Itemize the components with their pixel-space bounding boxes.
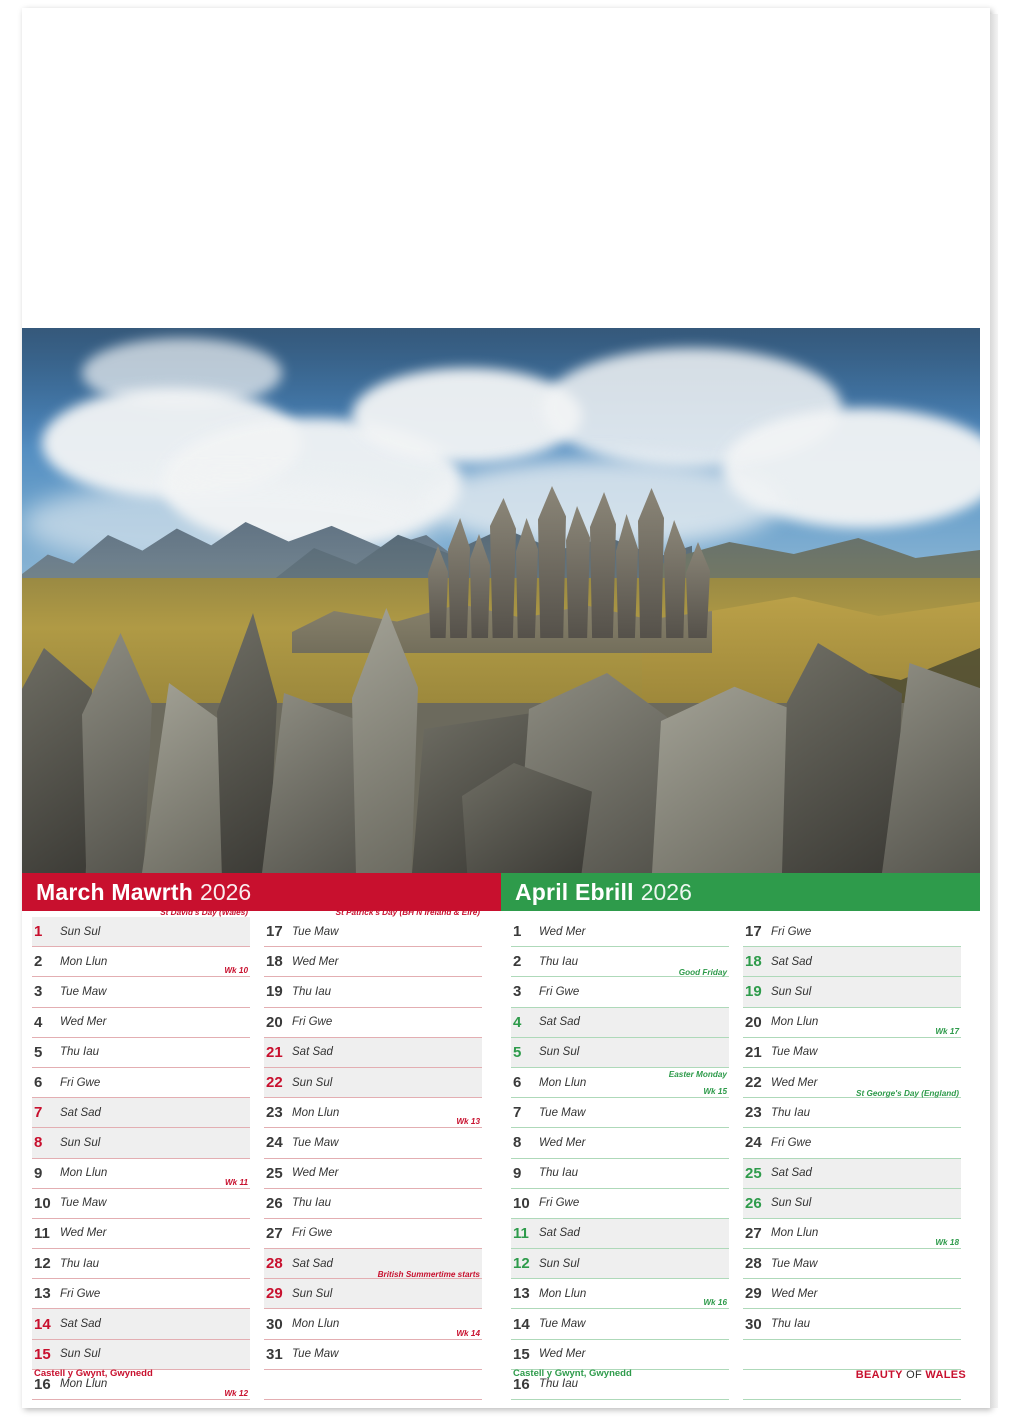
day-note: Good Friday xyxy=(678,968,727,978)
day-number: 31 xyxy=(266,1345,283,1363)
day-row[interactable] xyxy=(511,1249,729,1279)
day-row[interactable] xyxy=(743,1189,961,1219)
week-number: Wk 12 xyxy=(224,1389,248,1398)
day-row[interactable] xyxy=(32,977,250,1007)
day-note: St David's Day (Wales) xyxy=(160,908,248,917)
day-number: 8 xyxy=(34,1134,43,1152)
day-number: 24 xyxy=(745,1134,762,1152)
day-number: 10 xyxy=(513,1194,530,1212)
day-row[interactable] xyxy=(511,1008,729,1038)
brand-part-2: OF xyxy=(902,1369,926,1381)
day-number: 29 xyxy=(745,1285,762,1303)
day-note: St George's Day (England) xyxy=(856,1089,959,1099)
day-row[interactable] xyxy=(511,1309,729,1339)
brand-logo xyxy=(856,1369,966,1381)
day-row[interactable] xyxy=(32,1068,250,1098)
day-name: Sat Sad xyxy=(292,1046,333,1059)
day-number: 1 xyxy=(513,923,522,941)
day-name: Sat Sad xyxy=(539,1016,580,1029)
day-number: 3 xyxy=(513,983,522,1001)
day-row[interactable] xyxy=(511,1340,729,1370)
day-name: Mon Llun xyxy=(292,1318,340,1331)
day-row[interactable] xyxy=(264,908,482,947)
day-name: Sun Sul xyxy=(771,985,812,998)
day-number: 15 xyxy=(34,1345,51,1363)
day-number: 28 xyxy=(266,1255,283,1273)
day-name: Wed Mer xyxy=(539,1348,586,1361)
day-row[interactable] xyxy=(264,1038,482,1068)
day-name: Fri Gwe xyxy=(60,1076,101,1089)
day-name: Sun Sul xyxy=(539,1046,580,1059)
day-number: 14 xyxy=(34,1315,51,1333)
day-name: Tue Maw xyxy=(771,1257,818,1270)
day-row[interactable] xyxy=(32,1038,250,1068)
day-row[interactable] xyxy=(264,1159,482,1189)
week-number: Wk 10 xyxy=(224,966,248,976)
brand-part-3: WALES xyxy=(925,1369,966,1381)
day-number: 18 xyxy=(745,953,762,971)
day-row[interactable] xyxy=(264,1340,482,1370)
day-number: 8 xyxy=(513,1134,522,1152)
day-number: 19 xyxy=(266,983,283,1001)
day-row[interactable] xyxy=(32,1098,250,1128)
day-row[interactable] xyxy=(511,1128,729,1158)
day-row[interactable] xyxy=(264,1219,482,1249)
day-number: 17 xyxy=(266,923,283,941)
day-row[interactable] xyxy=(264,1128,482,1158)
day-name: Thu Iau xyxy=(292,1197,331,1210)
day-name: Tue Maw xyxy=(292,1348,339,1361)
day-name: Sat Sad xyxy=(771,955,812,968)
month-header-march xyxy=(22,873,501,911)
day-name: Mon Llun xyxy=(539,1076,587,1089)
day-name: Wed Mer xyxy=(771,1076,818,1089)
day-row[interactable] xyxy=(264,1008,482,1038)
day-number: 3 xyxy=(34,983,43,1001)
day-name: Wed Mer xyxy=(60,1227,107,1240)
day-number: 10 xyxy=(34,1194,51,1212)
day-name: Thu Iau xyxy=(60,1046,99,1059)
week-number: Wk 11 xyxy=(224,1177,248,1187)
day-row[interactable] xyxy=(743,1159,961,1189)
week-number: Wk 16 xyxy=(703,1298,727,1308)
day-row[interactable] xyxy=(264,1270,482,1309)
day-name: Sun Sul xyxy=(292,1287,333,1300)
day-number: 5 xyxy=(513,1043,522,1061)
day-number: 26 xyxy=(266,1194,283,1212)
week-number: Wk 17 xyxy=(935,1026,959,1036)
day-name: Mon Llun xyxy=(771,1227,819,1240)
day-number: 1 xyxy=(34,923,43,941)
day-row[interactable] xyxy=(511,1159,729,1189)
day-number: 25 xyxy=(266,1164,283,1182)
day-name: Tue Maw xyxy=(60,1197,107,1210)
day-row[interactable] xyxy=(32,1279,250,1309)
brand-part-1: BEAUTY xyxy=(855,1369,903,1381)
month-photograph xyxy=(22,328,980,873)
day-row[interactable] xyxy=(511,1038,729,1068)
day-row[interactable] xyxy=(32,1340,250,1370)
day-row[interactable] xyxy=(32,1309,250,1339)
day-name: Tue Maw xyxy=(292,1136,339,1149)
day-row[interactable] xyxy=(32,1189,250,1219)
day-name: Mon Llun xyxy=(771,1016,819,1029)
day-number: 2 xyxy=(34,953,43,971)
day-row[interactable] xyxy=(511,917,729,947)
day-row[interactable] xyxy=(32,1128,250,1158)
photo-caption: Castell y Gwynt, Gwynedd xyxy=(513,1368,632,1379)
day-note: British Summertime starts xyxy=(377,1270,480,1280)
day-name: Fri Gwe xyxy=(539,1197,580,1210)
month-column-march xyxy=(22,873,501,1398)
day-number: 12 xyxy=(513,1255,530,1273)
day-row[interactable] xyxy=(743,917,961,947)
day-number: 16 xyxy=(513,1375,530,1393)
day-name: Sun Sul xyxy=(60,1348,101,1361)
day-number: 19 xyxy=(745,983,762,1001)
day-number: 9 xyxy=(34,1164,43,1182)
day-name: Fri Gwe xyxy=(292,1016,333,1029)
day-number: 12 xyxy=(34,1255,51,1273)
day-row[interactable] xyxy=(264,1098,482,1128)
month-year: 2026 xyxy=(200,878,252,905)
day-number: 17 xyxy=(745,923,762,941)
day-name: Thu Iau xyxy=(539,1378,578,1391)
calendar-grid xyxy=(22,873,980,1398)
day-row[interactable] xyxy=(743,977,961,1007)
day-row[interactable] xyxy=(32,947,250,977)
day-row[interactable] xyxy=(264,1189,482,1219)
day-name: Sat Sad xyxy=(771,1167,812,1180)
day-number: 16 xyxy=(34,1375,51,1393)
day-number: 28 xyxy=(745,1255,762,1273)
day-number: 9 xyxy=(513,1164,522,1182)
day-name: Tue Maw xyxy=(539,1106,586,1119)
day-row[interactable] xyxy=(32,1008,250,1038)
day-number: 22 xyxy=(266,1074,283,1092)
day-name: Mon Llun xyxy=(60,1167,108,1180)
day-name: Sun Sul xyxy=(60,925,101,938)
day-name: Thu Iau xyxy=(771,1318,810,1331)
day-name: Tue Maw xyxy=(539,1318,586,1331)
day-name: Sun Sul xyxy=(292,1076,333,1089)
day-row[interactable] xyxy=(264,1370,482,1400)
day-number: 20 xyxy=(745,1013,762,1031)
day-number: 11 xyxy=(513,1224,529,1242)
day-row[interactable] xyxy=(32,908,250,947)
day-row[interactable] xyxy=(511,1189,729,1219)
day-number: 27 xyxy=(745,1224,762,1242)
day-row[interactable] xyxy=(743,1128,961,1158)
day-number: 24 xyxy=(266,1134,283,1152)
day-name: Wed Mer xyxy=(771,1287,818,1300)
day-row[interactable] xyxy=(743,1038,961,1068)
day-name: Thu Iau xyxy=(539,955,578,968)
day-name: Sun Sul xyxy=(60,1136,101,1149)
days-column-left xyxy=(511,917,729,1400)
day-name: Thu Iau xyxy=(60,1257,99,1270)
day-name: Sat Sad xyxy=(292,1257,333,1270)
week-number: Wk 15 xyxy=(703,1087,727,1097)
day-name: Wed Mer xyxy=(539,925,586,938)
day-row[interactable] xyxy=(511,1068,729,1098)
day-row[interactable] xyxy=(511,1219,729,1249)
days-column-right xyxy=(743,917,961,1400)
day-name: Mon Llun xyxy=(292,1106,340,1119)
day-number: 27 xyxy=(266,1224,283,1242)
day-name: Sun Sul xyxy=(771,1197,812,1210)
day-name: Fri Gwe xyxy=(539,985,580,998)
photo-caption: Castell y Gwynt, Gwynedd xyxy=(34,1368,153,1379)
castell-y-gwynt-tor xyxy=(422,458,722,638)
day-name: Fri Gwe xyxy=(771,925,812,938)
day-row[interactable] xyxy=(743,1249,961,1279)
day-name: Fri Gwe xyxy=(771,1136,812,1149)
month-column-april xyxy=(501,873,980,1393)
day-row[interactable] xyxy=(264,977,482,1007)
week-number: Wk 18 xyxy=(935,1238,959,1248)
day-number: 30 xyxy=(266,1315,283,1333)
day-row[interactable] xyxy=(32,1159,250,1189)
day-number: 23 xyxy=(266,1104,283,1122)
day-number: 22 xyxy=(745,1074,762,1092)
day-name: Mon Llun xyxy=(60,1378,108,1391)
day-row[interactable] xyxy=(743,1219,961,1249)
day-number: 11 xyxy=(34,1224,50,1242)
day-name: Sat Sad xyxy=(60,1106,101,1119)
day-number: 25 xyxy=(745,1164,762,1182)
day-name: Wed Mer xyxy=(539,1136,586,1149)
days-column-right xyxy=(264,908,482,1400)
day-name: Wed Mer xyxy=(60,1016,107,1029)
day-row[interactable] xyxy=(743,947,961,977)
day-row[interactable] xyxy=(511,1098,729,1128)
month-header-april xyxy=(501,873,980,911)
day-number: 26 xyxy=(745,1194,762,1212)
day-name: Mon Llun xyxy=(60,955,108,968)
month-year: 2026 xyxy=(640,878,692,905)
week-number: Wk 13 xyxy=(456,1117,480,1127)
day-number: 29 xyxy=(266,1285,283,1303)
day-number: 4 xyxy=(34,1013,43,1031)
day-row[interactable] xyxy=(264,1309,482,1339)
day-row[interactable] xyxy=(743,1008,961,1038)
day-name: Wed Mer xyxy=(292,1167,339,1180)
day-number: 13 xyxy=(513,1285,530,1303)
month-name: April Ebrill xyxy=(515,878,634,905)
day-row[interactable] xyxy=(264,947,482,977)
day-number: 18 xyxy=(266,953,283,971)
day-name: Sun Sul xyxy=(539,1257,580,1270)
foreground-rocks xyxy=(22,703,980,873)
day-note: Easter Monday xyxy=(668,1069,727,1079)
day-row[interactable] xyxy=(264,1068,482,1098)
day-number: 7 xyxy=(34,1104,43,1122)
day-name: Thu Iau xyxy=(771,1106,810,1119)
day-number: 6 xyxy=(513,1074,522,1092)
day-name: Thu Iau xyxy=(292,985,331,998)
day-note: St Patrick's Day (BH N Ireland & Eire) xyxy=(335,908,480,917)
day-number: 14 xyxy=(513,1315,530,1333)
day-name: Wed Mer xyxy=(292,955,339,968)
day-name: Sat Sad xyxy=(539,1227,580,1240)
day-name: Fri Gwe xyxy=(292,1227,333,1240)
week-number: Wk 14 xyxy=(456,1328,480,1338)
day-name: Tue Maw xyxy=(292,925,339,938)
day-name: Thu Iau xyxy=(539,1167,578,1180)
day-row[interactable] xyxy=(743,1279,961,1309)
day-row[interactable] xyxy=(743,1340,961,1370)
day-name: Tue Maw xyxy=(60,985,107,998)
day-number: 20 xyxy=(266,1013,283,1031)
day-number: 5 xyxy=(34,1043,43,1061)
day-name: Mon Llun xyxy=(539,1287,587,1300)
day-row[interactable] xyxy=(511,968,729,1007)
day-number: 6 xyxy=(34,1074,43,1092)
day-number: 30 xyxy=(745,1315,762,1333)
day-number: 15 xyxy=(513,1345,530,1363)
month-name: March Mawrth xyxy=(36,878,194,905)
day-number: 2 xyxy=(513,953,522,971)
day-number: 4 xyxy=(513,1013,522,1031)
day-number: 23 xyxy=(745,1104,762,1122)
day-name: Sat Sad xyxy=(60,1318,101,1331)
day-name: Fri Gwe xyxy=(60,1287,101,1300)
day-row[interactable] xyxy=(743,1089,961,1128)
day-number: 21 xyxy=(745,1043,762,1061)
calendar-page xyxy=(22,8,990,1408)
day-row[interactable] xyxy=(32,1219,250,1249)
day-row[interactable] xyxy=(511,1279,729,1309)
day-number: 13 xyxy=(34,1285,51,1303)
day-number: 21 xyxy=(266,1043,283,1061)
day-name: Tue Maw xyxy=(771,1046,818,1059)
day-row[interactable] xyxy=(32,1249,250,1279)
day-row[interactable] xyxy=(743,1309,961,1339)
day-number: 7 xyxy=(513,1104,522,1122)
days-column-left xyxy=(32,908,250,1400)
